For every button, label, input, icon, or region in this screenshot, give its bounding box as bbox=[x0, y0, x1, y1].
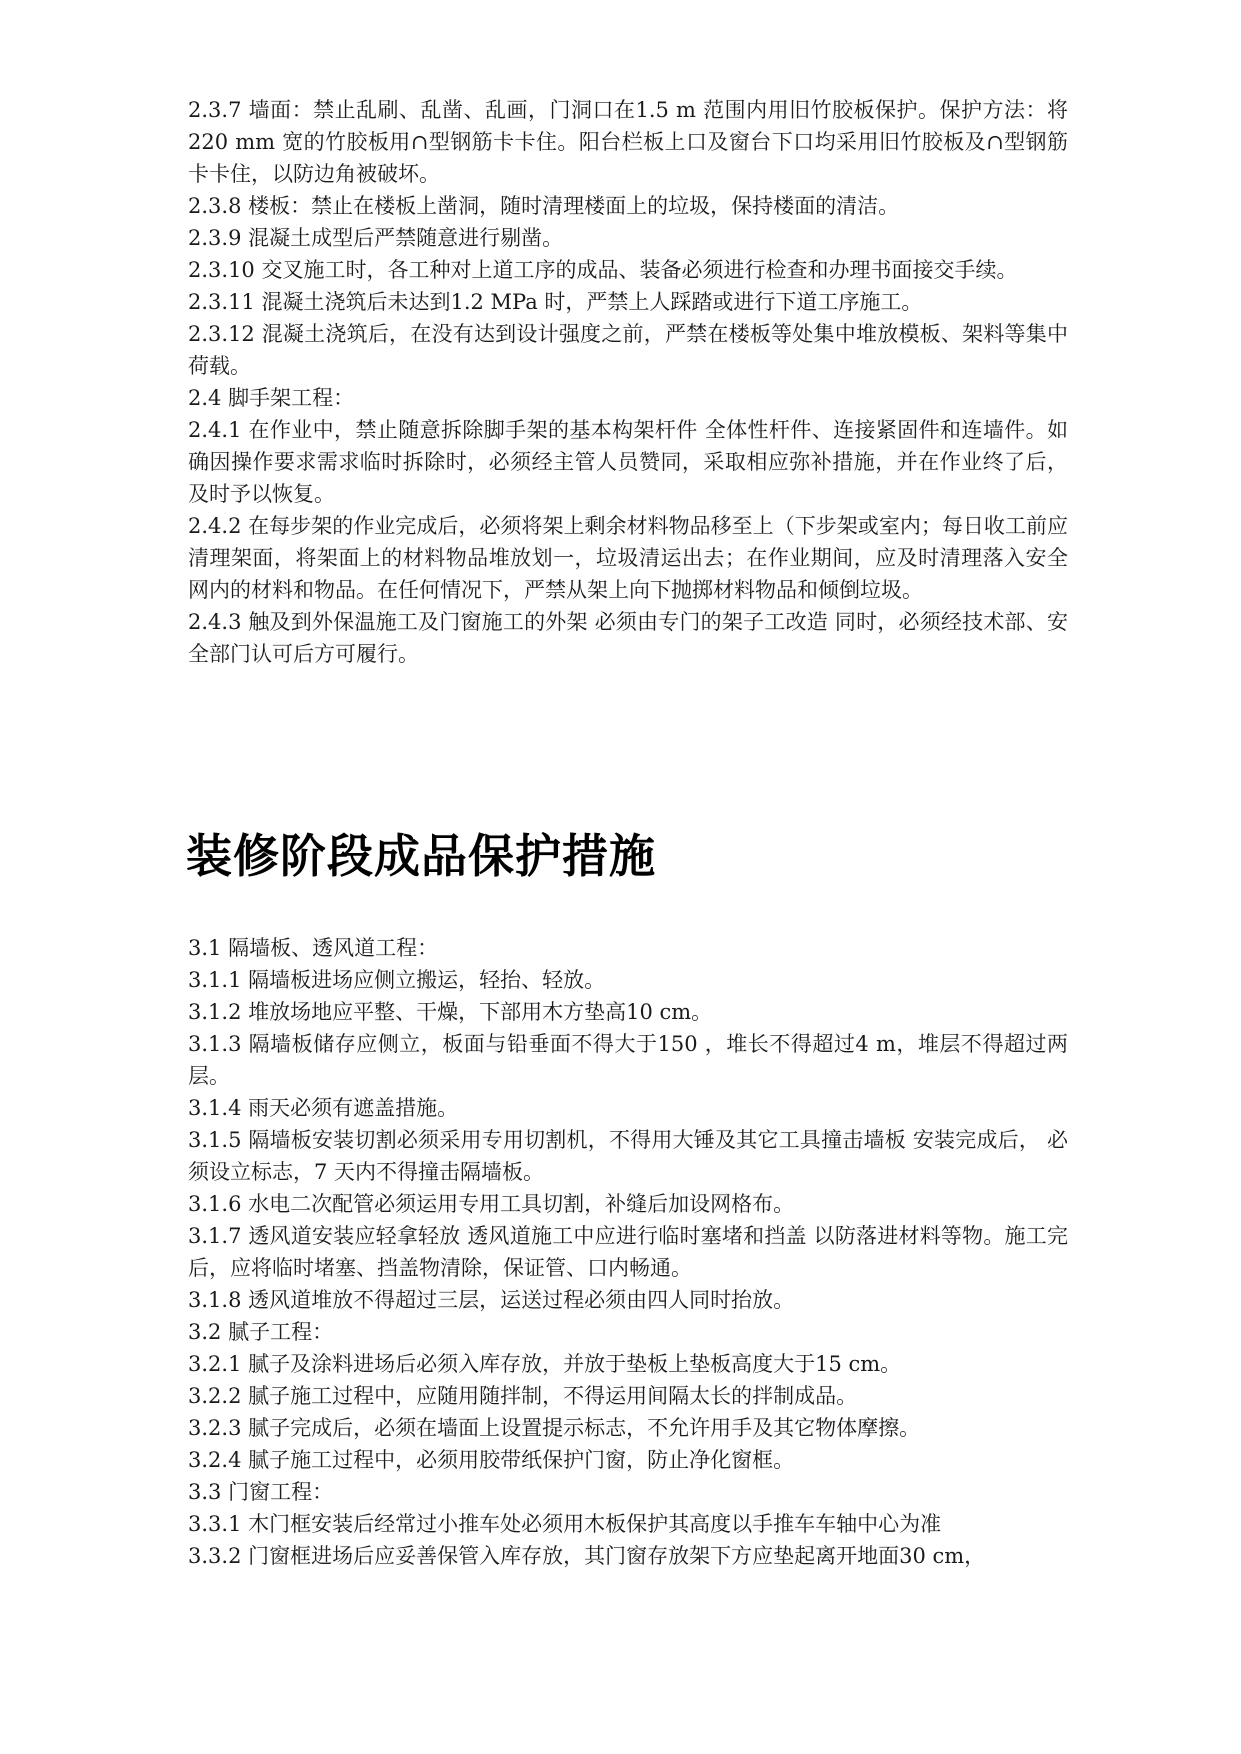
paragraph-3-1-6: 3.1.6 水电二次配管必须运用专用工具切割，补缝后加设网格布。 bbox=[188, 1192, 795, 1216]
paragraph-2-3-7: 2.3.7 墙面：禁止乱刷、乱凿、乱画，门洞口在1.5 m 范围内用旧竹胶板保护。保护方法：将220 mm 宽的竹胶板用∩型钢筋卡卡住。阳台栏板上口及窗台下口均采用旧竹胶板及∩型钢筋卡卡住，以防边角被破坏。 bbox=[188, 98, 1068, 186]
section-construction-protection bbox=[188, 94, 1068, 670]
paragraph-3-1-2: 3.1.2 堆放场地应平整、干燥，下部用木方垫高10 cm。 bbox=[188, 1000, 713, 1024]
paragraph-3-2-3: 3.2.3 腻子完成后，必须在墙面上设置提示标志，不允许用手及其它物体摩擦。 bbox=[188, 1416, 921, 1440]
paragraph-3-3-2: 3.3.2 门窗框进场后应妥善保管入库存放，其门窗存放架下方应垫起离开地面30 cm， bbox=[188, 1544, 986, 1568]
paragraph-3-2-1: 3.2.1 腻子及涂料进场后必须入库存放，并放于垫板上垫板高度大于15 cm。 bbox=[188, 1352, 902, 1376]
paragraph-2-3-12: 2.3.12 混凝土浇筑后，在没有达到设计强度之前，严禁在楼板等处集中堆放模板、架料等集中荷载。 bbox=[188, 322, 1068, 378]
paragraph-2-4-1: 2.4.1 在作业中，禁止随意拆除脚手架的基本构架杆件 全体性杆件、连接紧固件和连墙件。如确因操作要求需求临时拆除时，必须经主管人员赞同，采取相应弥补措施，并在作业终了后，及时予以恢复。 bbox=[188, 418, 1068, 506]
section-decoration-protection bbox=[188, 932, 1068, 1572]
paragraph-3-1-3: 3.1.3 隔墙板储存应侧立，板面与铅垂面不得大于150 ，堆长不得超过4 m，堆层不得超过两层。 bbox=[188, 1032, 1068, 1088]
paragraph-3-3: 3.3 门窗工程： bbox=[188, 1480, 334, 1504]
paragraph-3-3-1: 3.3.1 木门框安装后经常过小推车处必须用木板保护其高度以手推车车轴中心为准 bbox=[188, 1512, 942, 1536]
paragraph-3-1-7: 3.1.7 透风道安装应轻拿轻放 透风道施工中应进行临时塞堵和挡盖 以防落进材料等物。施工完后，应将临时堵塞、挡盖物清除，保证管、口内畅通。 bbox=[188, 1224, 1068, 1280]
paragraph-3-1: 3.1 隔墙板、透风道工程： bbox=[188, 936, 439, 960]
paragraph-3-2: 3.2 腻子工程： bbox=[188, 1320, 334, 1344]
paragraph-3-2-2: 3.2.2 腻子施工过程中，应随用随拌制，不得运用间隔太长的拌制成品。 bbox=[188, 1384, 858, 1408]
paragraph-3-1-8: 3.1.8 透风道堆放不得超过三层，运送过程必须由四人同时抬放。 bbox=[188, 1288, 795, 1312]
paragraph-3-2-4: 3.2.4 腻子施工过程中，必须用胶带纸保护门窗，防止净化窗框。 bbox=[188, 1448, 795, 1472]
paragraph-2-4: 2.4 脚手架工程： bbox=[188, 386, 355, 410]
paragraph-2-3-9: 2.3.9 混凝土成型后严禁随意进行剔凿。 bbox=[188, 226, 564, 250]
paragraph-3-1-1: 3.1.1 隔墙板进场应侧立搬运，轻抬、轻放。 bbox=[188, 968, 606, 992]
paragraph-2-3-8: 2.3.8 楼板：禁止在楼板上凿洞，随时清理楼面上的垃圾，保持楼面的清洁。 bbox=[188, 194, 900, 218]
paragraph-2-3-10: 2.3.10 交叉施工时，各工种对上道工序的成品、装备必须进行检查和办理书面接交手续。 bbox=[188, 258, 1018, 282]
paragraph-3-1-4: 3.1.4 雨天必须有遮盖措施。 bbox=[188, 1096, 459, 1120]
paragraph-2-4-2: 2.4.2 在每步架的作业完成后，必须将架上剩余材料物品移至上（下步架或室内；每日收工前应清理架面，将架面上的材料物品堆放划一，垃圾清运出去；在作业期间，应及时清理落入安全网内的材料和物品。在任何情况下，严禁从架上向下抛掷材料物品和倾倒垃圾。 bbox=[188, 514, 1068, 602]
paragraph-3-1-5: 3.1.5 隔墙板安装切割必须采用专用切割机，不得用大锤及其它工具撞击墙板 安装完成后， 必须设立标志，7 天内不得撞击隔墙板。 bbox=[188, 1128, 1068, 1184]
section-heading: 装修阶段成品保护措施 bbox=[186, 829, 656, 883]
paragraph-2-4-3: 2.4.3 触及到外保温施工及门窗施工的外架 必须由专门的架子工改造 同时，必须经技术部、安全部门认可后方可履行。 bbox=[188, 610, 1068, 666]
paragraph-2-3-11: 2.3.11 混凝土浇筑后未达到1.2 MPa 时，严禁上人踩踏或进行下道工序施工。 bbox=[188, 290, 923, 314]
